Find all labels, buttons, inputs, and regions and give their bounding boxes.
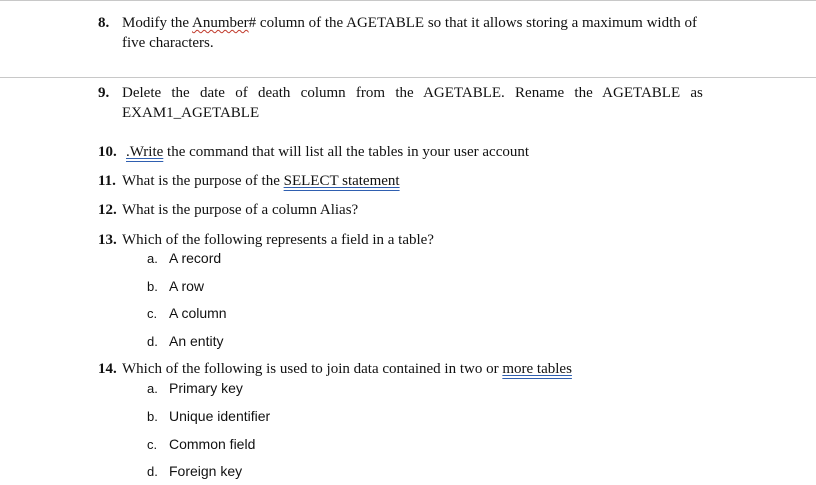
question-8-line-1 <box>98 14 697 32</box>
option-letter: b. <box>147 279 158 294</box>
option-text: Foreign key <box>169 463 243 479</box>
option-text: A row <box>169 278 205 294</box>
question-14-number: 14. <box>98 361 117 377</box>
question-8-text-post: # column of the AGETABLE so that it allows storing a maximum width of <box>248 15 697 31</box>
page-break-divider <box>0 77 816 78</box>
question-14-option-d <box>147 462 242 481</box>
question-9-line-2: EXAM1_AGETABLE <box>122 105 260 121</box>
option-text: Unique identifier <box>169 408 271 424</box>
question-12-number: 12. <box>98 202 117 218</box>
option-letter: d. <box>147 334 158 349</box>
option-letter: a. <box>147 251 158 266</box>
question-11-number: 11. <box>98 173 116 189</box>
question-14 <box>98 360 572 378</box>
option-text: A column <box>169 305 227 321</box>
question-14-option-a <box>147 379 243 398</box>
question-13-option-a <box>147 249 221 268</box>
question-11-text: What is the purpose of the <box>122 173 284 189</box>
question-14-option-b <box>147 407 270 426</box>
option-letter: b. <box>147 409 158 424</box>
question-12 <box>98 201 358 219</box>
question-14-text: Which of the following is used to join data contained in two or <box>122 361 503 377</box>
option-letter: a. <box>147 381 158 396</box>
question-13-text: Which of the following represents a field in a table? <box>122 232 434 248</box>
option-text: A record <box>169 250 222 266</box>
question-10-underlined-word[interactable]: .Write <box>126 144 164 160</box>
option-text: Primary key <box>169 380 243 396</box>
option-text: An entity <box>169 333 224 349</box>
question-13-option-d <box>147 332 223 351</box>
question-10-text: the command that will list all the tables in your user account <box>163 144 530 160</box>
question-11 <box>98 172 400 190</box>
question-9-line-1 <box>98 84 746 102</box>
option-letter: c. <box>147 437 158 452</box>
question-8-line-2: five characters. <box>122 35 214 51</box>
question-13-number: 13. <box>98 232 117 248</box>
option-letter: d. <box>147 464 158 479</box>
option-letter: c. <box>147 306 158 321</box>
question-13-option-c <box>147 304 227 323</box>
question-10-number: 10. <box>98 144 117 160</box>
question-8-text-pre: Modify the <box>122 15 192 31</box>
question-10 <box>98 143 529 161</box>
question-13-option-b <box>147 277 204 296</box>
question-8-number: 8. <box>98 15 110 31</box>
question-9-text-line-1: Delete the date of death column from the AGETABLE. Rename the AGETABLE as <box>122 85 703 101</box>
question-8-misspelled-word[interactable]: Anumber <box>192 15 249 31</box>
page-top-edge <box>0 0 816 1</box>
question-12-text: What is the purpose of a column Alias? <box>122 202 359 218</box>
question-14-option-c <box>147 435 255 454</box>
question-13 <box>98 231 434 249</box>
question-9-number: 9. <box>98 85 110 101</box>
question-14-underlined-phrase[interactable]: more tables <box>502 361 572 377</box>
question-11-underlined-phrase[interactable]: SELECT statement <box>283 173 400 189</box>
option-text: Common field <box>169 436 256 452</box>
